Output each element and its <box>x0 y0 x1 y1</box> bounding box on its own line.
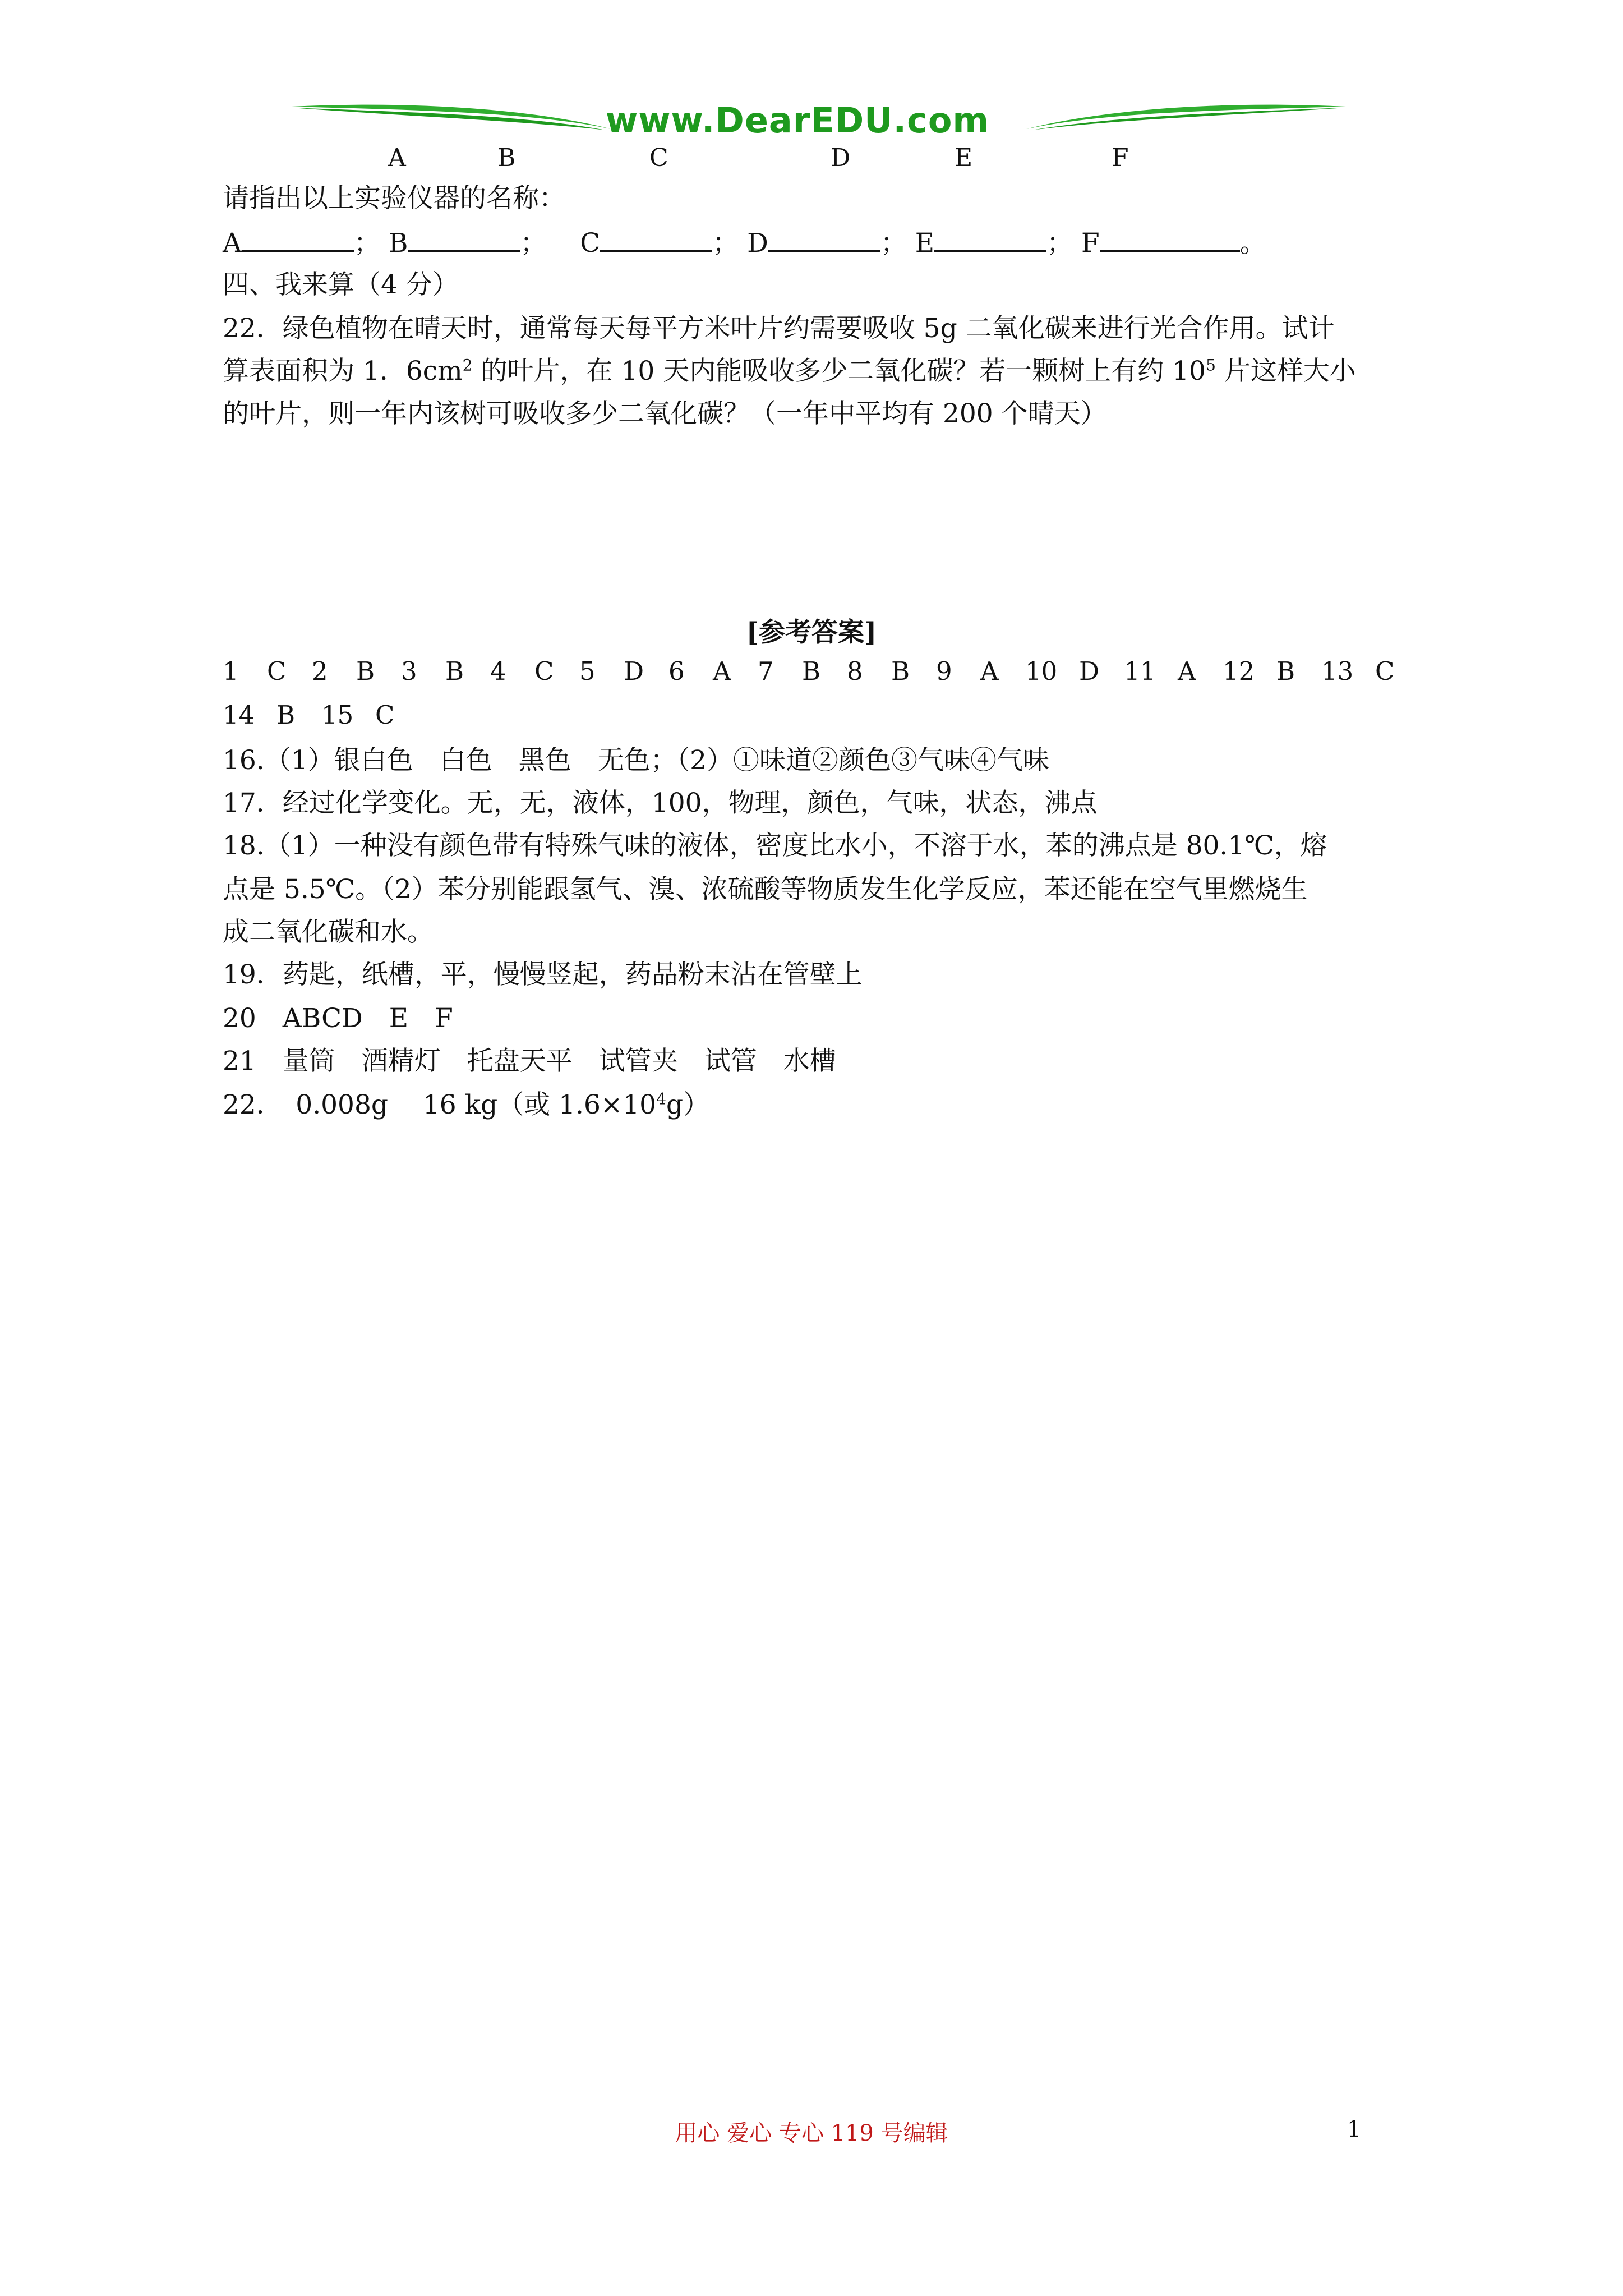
answer-22 <box>223 1088 709 1122</box>
blank-sep: ； <box>880 228 907 259</box>
mc-answer: B <box>802 656 821 686</box>
mc-number: 1 <box>223 656 239 686</box>
answer-22-sup: 4 <box>656 1089 667 1108</box>
blank-e[interactable] <box>934 226 1046 252</box>
section4-title: 四、我来算（4 分） <box>223 269 459 300</box>
answer-17: 17．经过化学变化。无，无，液体，100，物理，颜色，气味，状态，沸点 <box>223 788 1098 818</box>
answer-22-b: g） <box>666 1089 710 1120</box>
q22-line2 <box>223 355 1356 388</box>
blank-d[interactable] <box>768 226 880 252</box>
mc-answer: A <box>1178 656 1196 686</box>
mc-answer: B <box>356 656 375 686</box>
apparatus-label-b: B <box>497 144 516 172</box>
blank-sep: ； <box>520 228 547 259</box>
blank-label-d: D <box>747 228 768 259</box>
blank-b[interactable] <box>408 226 520 252</box>
mc-answer: D <box>1079 656 1100 686</box>
answer-blanks-row <box>223 226 1266 260</box>
apparatus-label-f: F <box>1112 144 1129 172</box>
mc-answers-row2 <box>223 700 420 730</box>
mc-answer: A <box>980 656 999 686</box>
mc-number: 13 <box>1321 656 1354 686</box>
blank-f[interactable] <box>1100 226 1240 252</box>
mc-answer: C <box>267 656 287 686</box>
mc-answer: B <box>445 656 464 686</box>
mc-answer: B <box>1276 656 1295 686</box>
mc-number: 12 <box>1223 656 1255 686</box>
answer-21: 21 量筒 酒精灯 托盘天平 试管夹 试管 水槽 <box>223 1046 836 1076</box>
mc-answer: B <box>276 700 296 730</box>
answer-22-a: 22． 0.008g 16 kg（或 1.6×10 <box>223 1089 657 1120</box>
answer-title: [参考答案] <box>746 617 877 648</box>
mc-answer: A <box>713 656 731 686</box>
apparatus-label-e: E <box>955 144 973 172</box>
instruction-text: 请指出以上实验仪器的名称： <box>223 183 565 214</box>
mc-number: 5 <box>579 656 596 686</box>
answer-16: 16.（1）银白色 白色 黑色 无色；（2）①味道②颜色③气味④气味 <box>223 745 1050 776</box>
answer-18-line1: 18.（1）一种没有颜色带有特殊气味的液体，密度比水小，不溶于水，苯的沸点是 80.1℃，熔 <box>223 830 1327 861</box>
q22-line2-c: 片这样大小 <box>1215 356 1356 386</box>
blank-sep: ； <box>1046 228 1073 259</box>
mc-number: 11 <box>1124 656 1156 686</box>
apparatus-label-c: C <box>649 144 668 172</box>
mc-answer: B <box>891 656 910 686</box>
blank-end: 。 <box>1239 228 1266 259</box>
answer-18-line3: 成二氧化碳和水。 <box>223 917 434 947</box>
mc-number: 3 <box>401 656 417 686</box>
blank-a[interactable] <box>242 226 354 252</box>
apparatus-label-d: D <box>831 144 851 172</box>
q22-sup-count: 5 <box>1205 356 1216 375</box>
mc-answer: C <box>375 700 395 730</box>
blank-sep: ； <box>712 228 739 259</box>
apparatus-label-a: A <box>388 144 406 172</box>
mc-answer: C <box>534 656 554 686</box>
answer-20: 20 ABCD E F <box>223 1003 453 1034</box>
q22-line1: 22．绿色植物在晴天时，通常每天每平方米叶片约需要吸收 5g 二氧化碳来进行光合作用。试计 <box>223 313 1335 344</box>
q22-line2-b: 的叶片，在 10 天内能吸收多少二氧化碳？若一颗树上有约 10 <box>472 356 1206 386</box>
mc-number: 8 <box>847 656 863 686</box>
mc-answer: C <box>1375 656 1395 686</box>
mc-number: 10 <box>1025 656 1058 686</box>
q22-line2-a: 算表面积为 1．6cm <box>223 356 463 386</box>
mc-answers-row1 <box>223 656 1398 686</box>
answer-19: 19．药匙，纸槽，平，慢慢竖起，药品粉末沾在管壁上 <box>223 959 863 990</box>
blank-sep: ； <box>353 228 380 259</box>
blank-label-b: B <box>388 228 408 259</box>
q22-line3: 的叶片，则一年内该树可吸收多少二氧化碳？（一年中平均有 200 个晴天） <box>223 398 1107 429</box>
mc-number: 4 <box>490 656 506 686</box>
page-number: 1 <box>1347 2116 1362 2142</box>
mc-number: 6 <box>668 656 685 686</box>
q22-sup-area: 2 <box>462 356 473 375</box>
blank-label-c: C <box>580 228 601 259</box>
header-logo: www.DearEDU.com <box>606 100 990 141</box>
blank-label-e: E <box>915 228 935 259</box>
mc-answer: D <box>624 656 644 686</box>
blank-label-a: A <box>223 228 242 259</box>
mc-number: 2 <box>312 656 328 686</box>
blank-c[interactable] <box>600 226 712 252</box>
mc-number: 9 <box>936 656 952 686</box>
mc-number: 14 <box>223 700 255 730</box>
mc-number: 15 <box>321 700 354 730</box>
mc-number: 7 <box>758 656 774 686</box>
footer-editor-note: 用心 爱心 专心 119 号编辑 <box>675 2120 948 2146</box>
answer-18-line2: 点是 5.5℃。（2）苯分别能跟氢气、溴、浓硫酸等物质发生化学反应，苯还能在空气里燃烧生 <box>223 874 1308 905</box>
blank-label-f: F <box>1081 228 1100 259</box>
